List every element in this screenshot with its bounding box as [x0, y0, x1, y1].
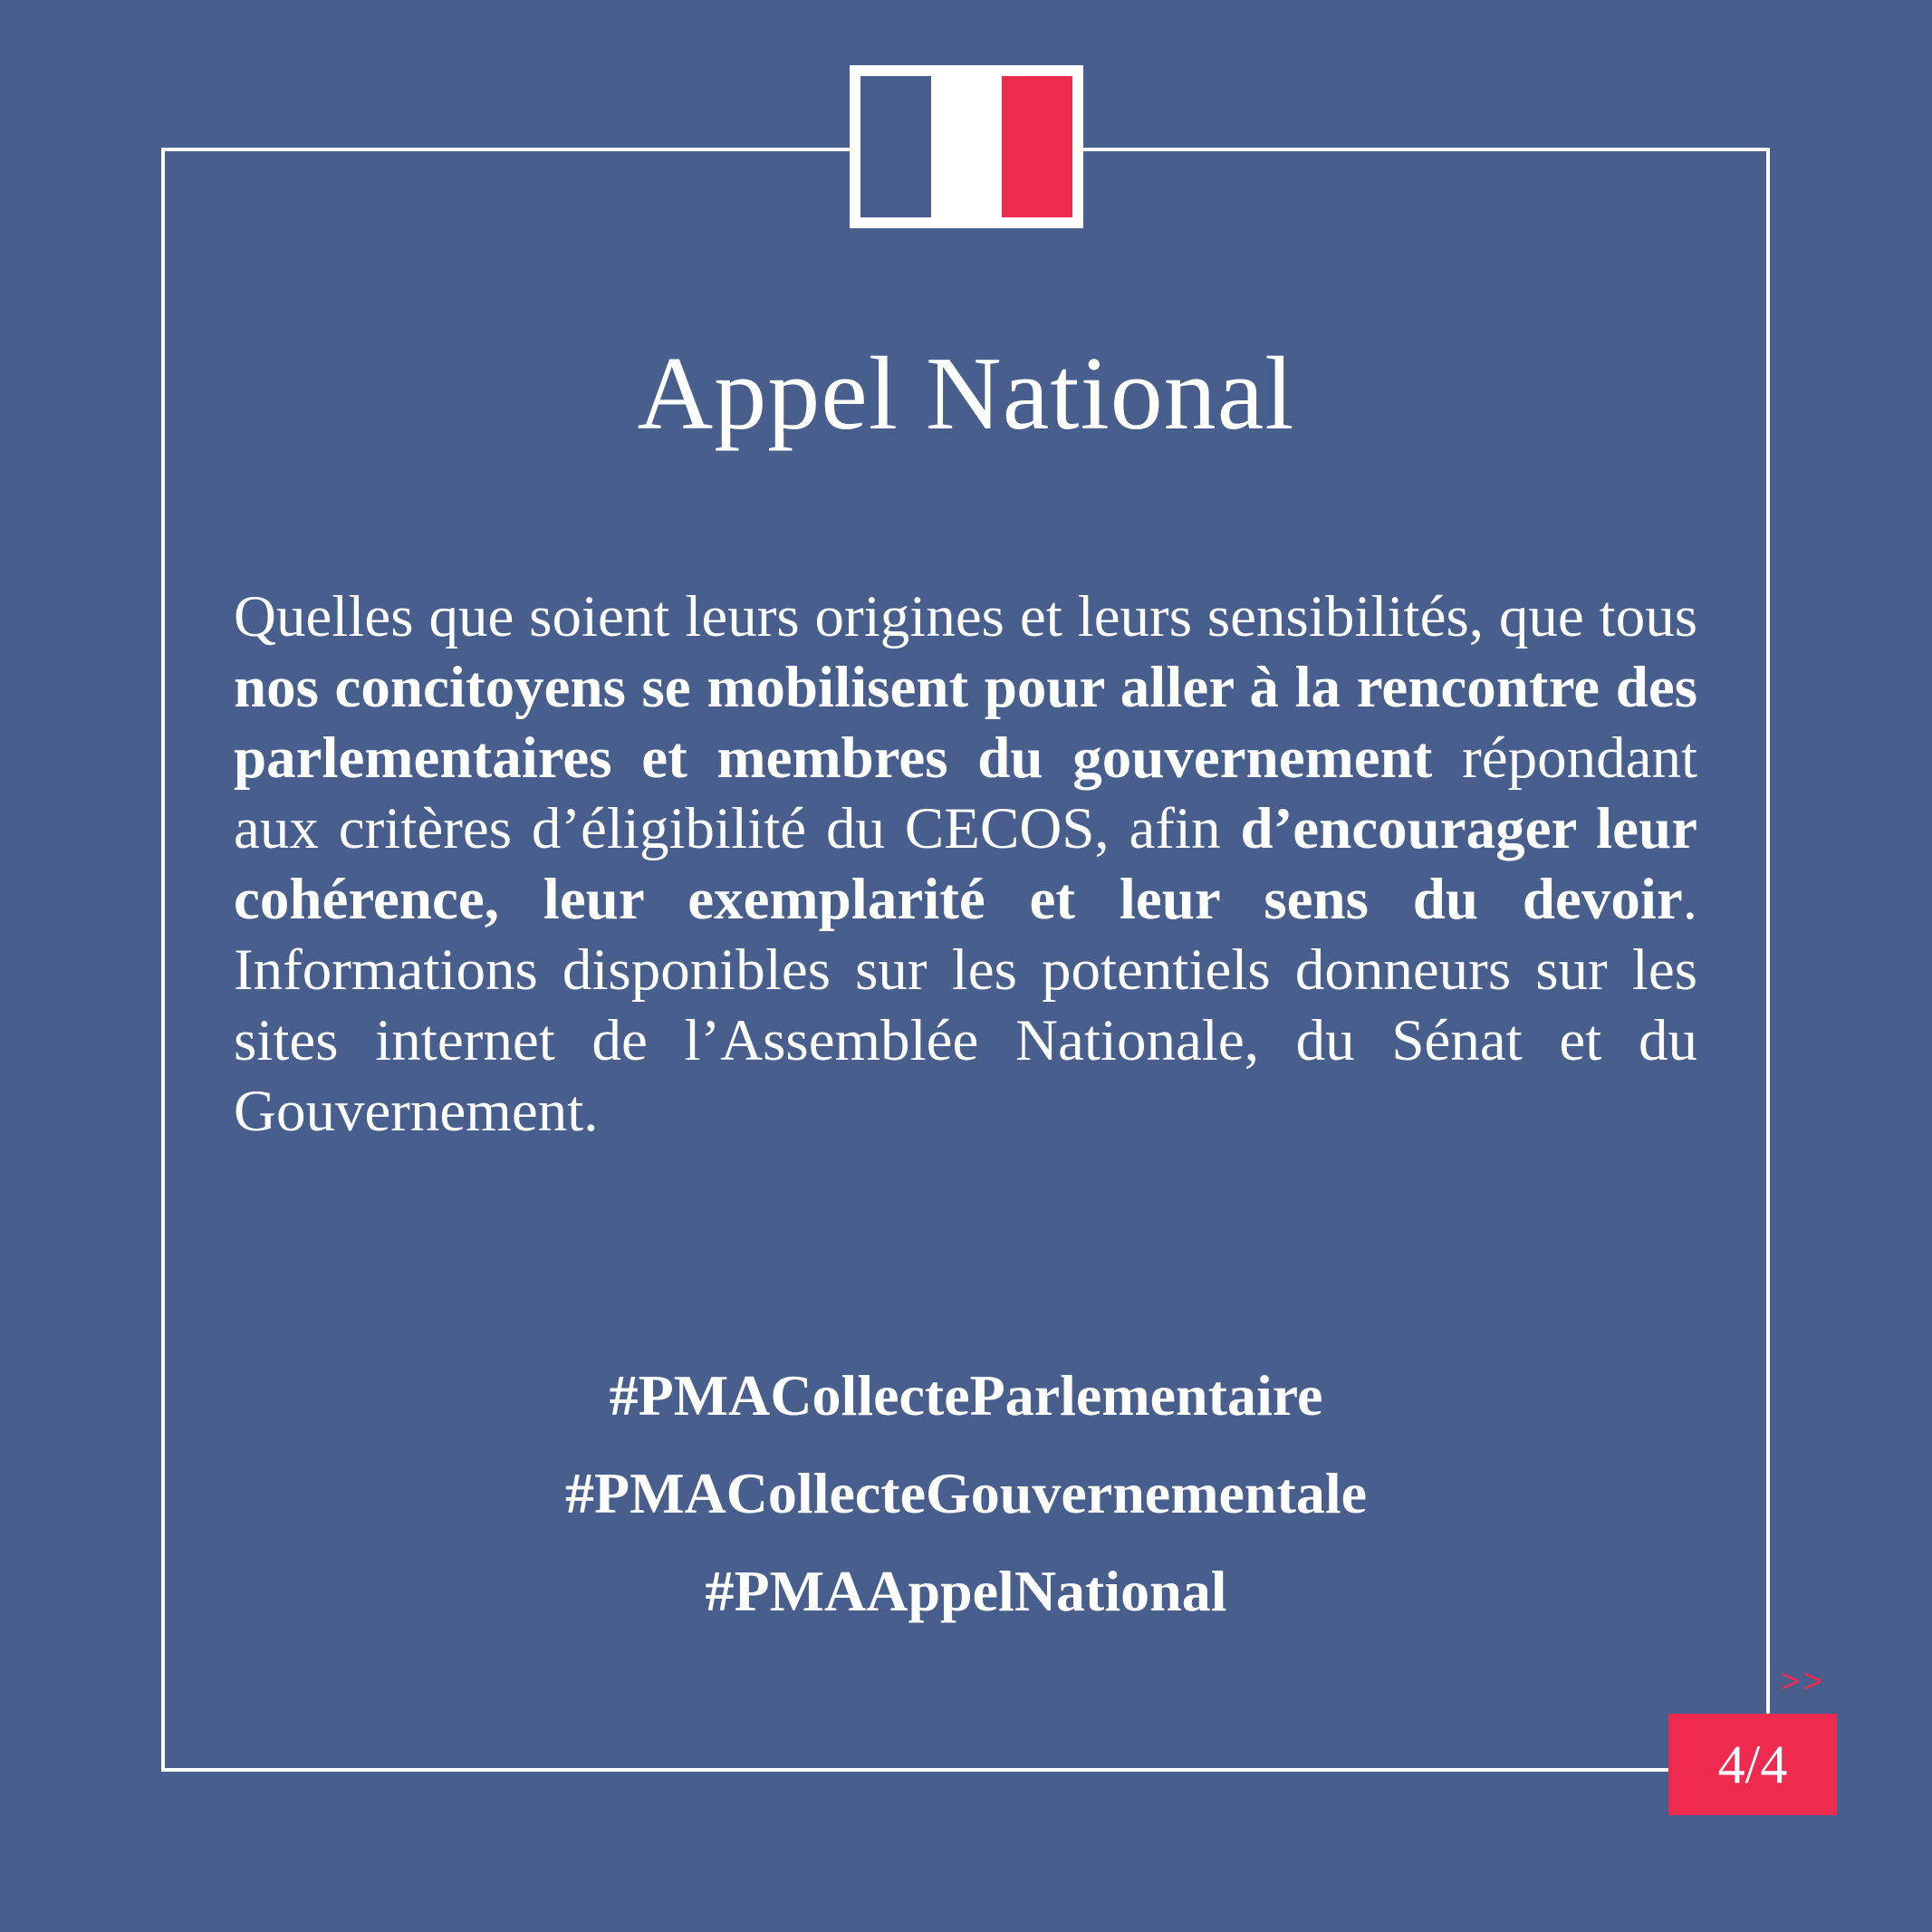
hashtag-list	[0, 1347, 1932, 1640]
hashtag-collecte-gouvernementale: #PMACollecteGouvernementale	[564, 1461, 1368, 1525]
flag-stripe-white	[931, 76, 1002, 217]
french-flag-icon	[850, 65, 1083, 228]
hashtag-appel-national: #PMAAppelNational	[705, 1559, 1227, 1623]
body-paragraph	[234, 582, 1697, 1147]
body-bold-segment: nos concitoyens se mobilisent pour aller à la rencontre des parlementaires et membres du gouvernement	[234, 655, 1697, 791]
page-title: Appel National	[637, 336, 1295, 452]
body-bold-segment: d’encourager leur cohérence, leur exemplarité et leur sens du devoir	[234, 796, 1697, 932]
body-text-segment: . Informations disponibles sur les potentiels donneurs sur les sites internet de l’Assemblée Nationale, du Sénat et du Gouvernement.	[234, 867, 1697, 1144]
flag-stripe-blue	[860, 76, 931, 217]
body-text-segment: Quelles que soient leurs origines et leurs sensibilités, que tous	[234, 584, 1697, 649]
hashtag-collecte-parlementaire: #PMACollecteParlementaire	[609, 1363, 1323, 1427]
next-arrows-icon[interactable]: >>	[1781, 1662, 1827, 1699]
body-text-segment: répondant aux critères d’éligibilité du CECOS, afin	[234, 726, 1698, 861]
page-indicator-badge: 4/4	[1668, 1714, 1837, 1815]
flag-stripe-red	[1002, 76, 1072, 217]
